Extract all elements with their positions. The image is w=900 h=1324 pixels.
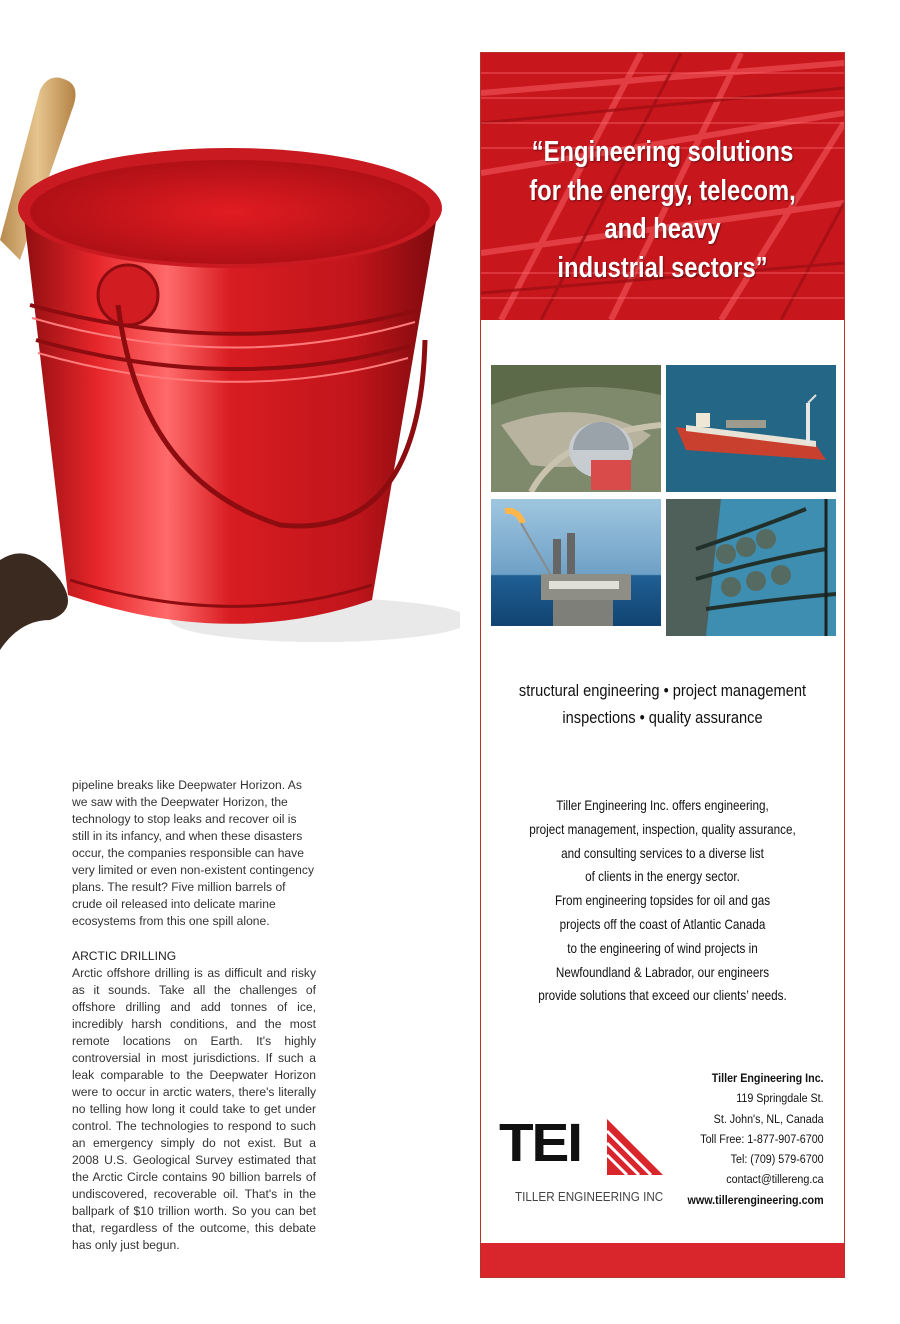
services-list: [506, 677, 818, 731]
tei-logo: [499, 1113, 669, 1208]
ad-banner: [481, 53, 844, 320]
section-heading: ARCTIC DRILLING: [72, 949, 177, 963]
article-paragraph: pipeline breaks like Deepwater Horizon. As we saw with the Deepwater Horizon, the technology to stop leaks and recover oil is still in its infancy, and when these disasters occur, the companies responsible can have very limited or even non-existent contingency plans. The result? Five million barrels of crude oil released into delicate marine ecosystems from this one spill alone.: [72, 778, 314, 928]
description-line: to the engineering of wind projects in: [567, 940, 758, 956]
logo-letters: TEI: [499, 1113, 581, 1173]
description-line: From engineering topsides for oil and gas: [554, 893, 771, 909]
company-name: Tiller Engineering Inc.: [712, 1071, 824, 1085]
street-address: 119 Springdale St.: [736, 1091, 824, 1106]
logo-triangle-icon: [603, 1117, 665, 1177]
mine-site-photo: [491, 365, 661, 492]
offshore-platform-photo: [491, 499, 661, 626]
quote-line: industrial sectors”: [557, 251, 768, 284]
description-line: of clients in the energy sector.: [585, 869, 740, 885]
logo-tagline: TILLER ENGINEERING INC: [515, 1189, 664, 1204]
email-link[interactable]: contact@tillereng.ca: [726, 1172, 824, 1187]
telephone: Tel: (709) 579-6700: [730, 1152, 824, 1167]
quote-line: and heavy: [604, 213, 721, 245]
description-line: Newfoundland & Labrador, our engineers: [555, 964, 770, 980]
company-description: [506, 794, 818, 1008]
quote-line: for the energy, telecom,: [529, 174, 796, 207]
power-line-insulator-photo: [666, 499, 836, 636]
contact-block: [688, 1068, 824, 1210]
tiller-engineering-ad: [480, 52, 845, 1278]
article-column: [72, 777, 316, 1254]
red-bucket-image: [0, 60, 460, 660]
description-line: Tiller Engineering Inc. offers engineering,: [556, 798, 769, 813]
services-line: structural engineering • project management: [518, 681, 807, 700]
ad-quote: [514, 133, 812, 287]
description-line: and consulting services to a diverse list: [561, 845, 764, 861]
article-paragraph: Arctic offshore drilling is as difficult and risky as it sounds. Take all the challenges of offshore drilling and add tonnes of ice, incredibly harsh conditions, and the most remote locations on Earth. It's highly controversial in most jurisdictions. If such a leak comparable to the Deepwater Horizon were to occur in arctic waters, there's literally no telling how long it could take to get under control. The technologies to respond to such an emergency simply do not exist. But a 2008 U.S. Geological Survey estimated that the Arctic Circle contains 90 billion barrels of undiscovered, recoverable oil. That's in the ballpark of $10 trillion worth. So you can bet that, regardless of the outcome, this debate has only just begun.: [72, 966, 316, 1252]
services-line: inspections • quality assurance: [562, 708, 763, 727]
tollfree-phone: Toll Free: 1-877-907-6700: [700, 1131, 824, 1146]
ad-footer-bar: [481, 1243, 844, 1277]
description-line: project management, inspection, quality assurance,: [529, 821, 796, 837]
quote-line: “Engineering solutions: [531, 136, 794, 168]
website-link[interactable]: www.tillerengineering.com: [687, 1192, 824, 1207]
fpso-ship-photo: [666, 365, 836, 492]
description-line: provide solutions that exceed our clients’ needs.: [538, 988, 787, 1004]
description-line: projects off the coast of Atlantic Canada: [559, 916, 766, 932]
city-address: St. John's, NL, Canada: [714, 1111, 824, 1126]
